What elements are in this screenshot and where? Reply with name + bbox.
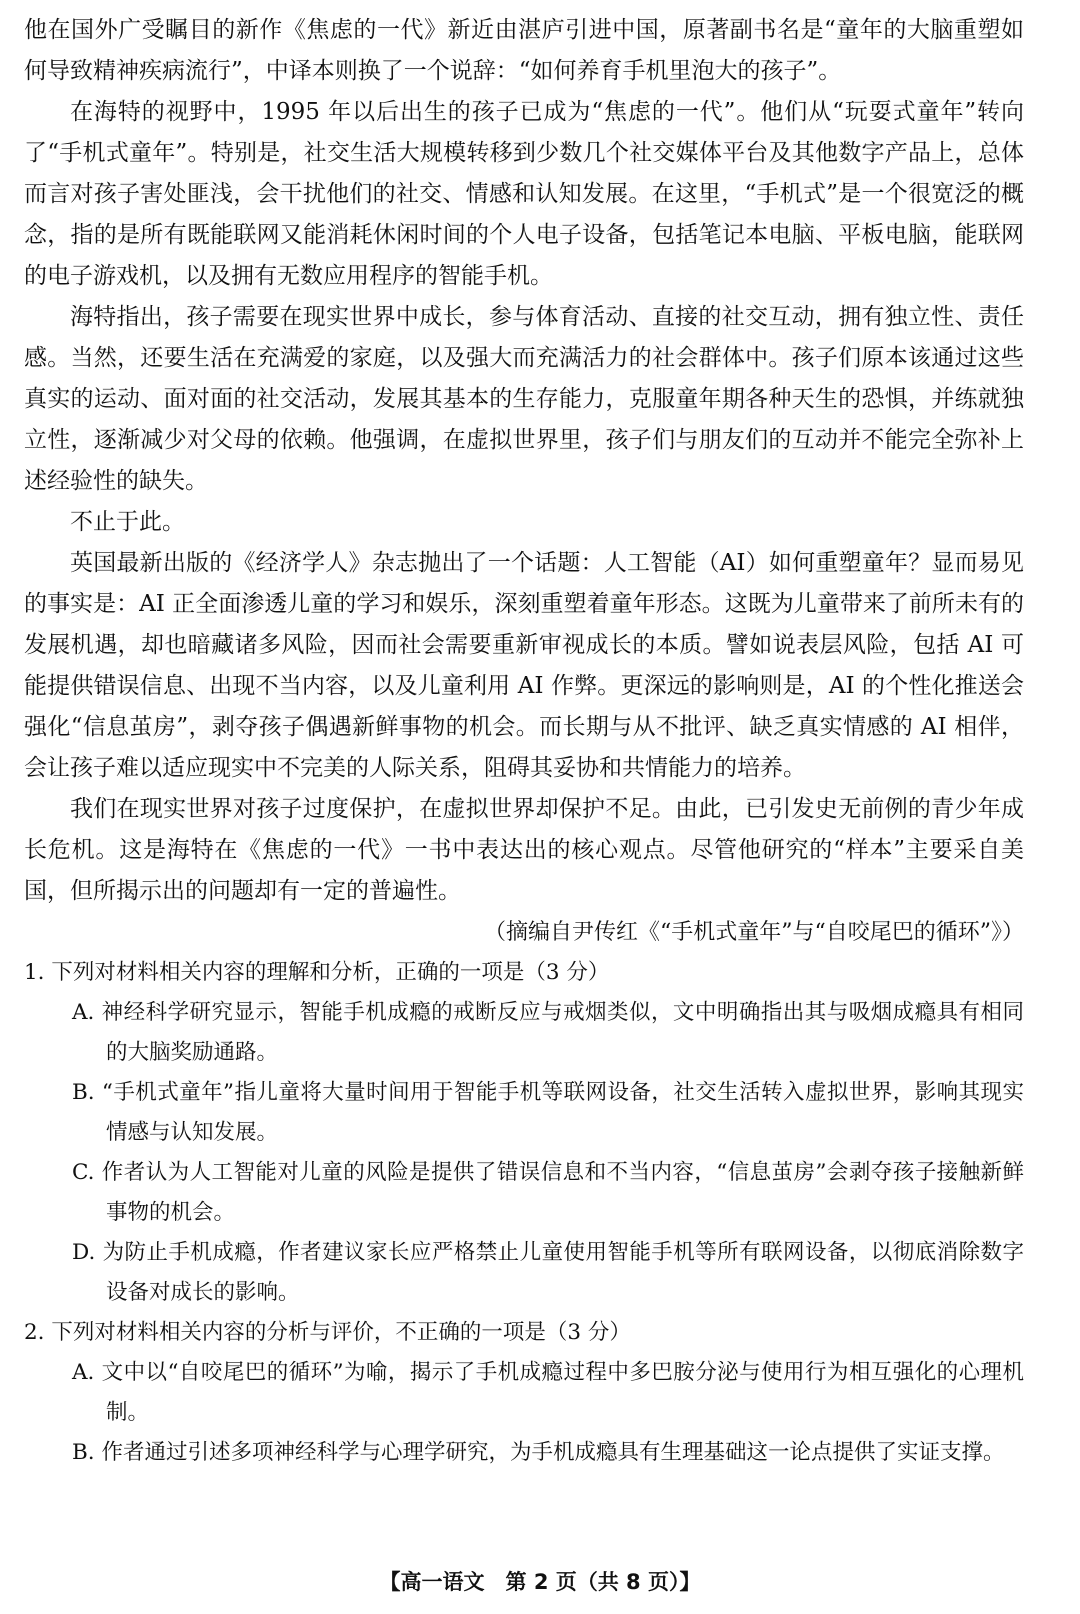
question-1-option-b: B. “手机式童年”指儿童将大量时间用于智能手机等联网设备，社交生活转入虚拟世界，影响其现实情感与认知发展。	[72, 1080, 1024, 1145]
page-footer: 【高一语文 第 2 页（共 8 页）】	[379, 1570, 701, 1594]
question-1-stem: 1. 下列对材料相关内容的理解和分析，正确的一项是（3 分）	[24, 960, 610, 985]
passage-paragraph-1: 他在国外广受瞩目的新作《焦虑的一代》新近由湛庐引进中国，原著副书名是“童年的大脑重塑如何导致精神疾病流行”，中译本则换了一个说辞：“如何养育手机里泡大的孩子”。	[24, 17, 1024, 84]
question-2-stem: 2. 下列对材料相关内容的分析与评价，不正确的一项是（3 分）	[24, 1320, 631, 1345]
passage-paragraph-5: 英国最新出版的《经济学人》杂志抛出了一个话题：人工智能（AI）如何重塑童年？显而易见的事实是：AI 正全面渗透儿童的学习和娱乐，深刻重塑着童年形态。这既为儿童带来了前所未有的发展机遇，却也暗藏诸多风险，因而社会需要重新审视成长的本质。譬如说表层风险，包括 AI 可能提供错误信息、出现不当内容，以及儿童利用 AI 作弊。更深远的影响则是，AI 的个性化推送会强化“信息茧房”，剥夺孩子偶遇新鲜事物的机会。而长期与从不批评、缺乏真实情感的 AI 相伴，会让孩子难以适应现实中不完美的人际关系，阻碍其妥协和共情能力的培养。	[24, 550, 1024, 781]
question-1-option-a: A. 神经科学研究显示，智能手机成瘾的戒断反应与戒烟类似，文中明确指出其与吸烟成瘾具有相同的大脑奖励通路。	[72, 1000, 1024, 1065]
passage-paragraph-6: 我们在现实世界对孩子过度保护，在虚拟世界却保护不足。由此，已引发史无前例的青少年成长危机。这是海特在《焦虑的一代》一书中表达出的核心观点。尽管他研究的“样本”主要采自美国，但所揭示出的问题却有一定的普遍性。	[24, 796, 1024, 904]
passage-source: （摘编自尹传红《“手机式童年”与“自咬尾巴的循环”》）	[484, 920, 1024, 945]
question-1-option-d: D. 为防止手机成瘾，作者建议家长应严格禁止儿童使用智能手机等所有联网设备，以彻底消除数字设备对成长的影响。	[72, 1240, 1024, 1305]
question-1-option-c: C. 作者认为人工智能对儿童的风险是提供了错误信息和不当内容，“信息茧房”会剥夺孩子接触新鲜事物的机会。	[72, 1160, 1024, 1225]
question-2-option-a: A. 文中以“自咬尾巴的循环”为喻，揭示了手机成瘾过程中多巴胺分泌与使用行为相互强化的心理机制。	[72, 1360, 1024, 1425]
question-1	[24, 953, 1024, 1313]
question-2	[24, 1313, 1024, 1473]
question-2-option-b: B. 作者通过引述多项神经科学与心理学研究，为手机成瘾具有生理基础这一论点提供了实证支撑。	[72, 1440, 1005, 1465]
passage-paragraph-3: 海特指出，孩子需要在现实世界中成长，参与体育活动、直接的社交互动，拥有独立性、责任感。当然，还要生活在充满爱的家庭，以及强大而充满活力的社会群体中。孩子们原本该通过这些真实的运动、面对面的社交活动，发展其基本的生存能力，克服童年期各种天生的恐惧，并练就独立性，逐渐减少对父母的依赖。他强调，在虚拟世界里，孩子们与朋友们的互动并不能完全弥补上述经验性的缺失。	[24, 304, 1024, 494]
passage-paragraph-4: 不止于此。	[70, 509, 185, 535]
passage-paragraph-2: 在海特的视野中，1995 年以后出生的孩子已成为“焦虑的一代”。他们从“玩耍式童年”转向了“手机式童年”。特别是，社交生活大规模转移到少数几个社交媒体平台及其他数字产品上，总体而言对孩子害处匪浅，会干扰他们的社交、情感和认知发展。在这里，“手机式”是一个很宽泛的概念，指的是所有既能联网又能消耗休闲时间的个人电子设备，包括笔记本电脑、平板电脑，能联网的电子游戏机，以及拥有无数应用程序的智能手机。	[24, 99, 1024, 289]
exam-page	[24, 10, 1024, 1473]
